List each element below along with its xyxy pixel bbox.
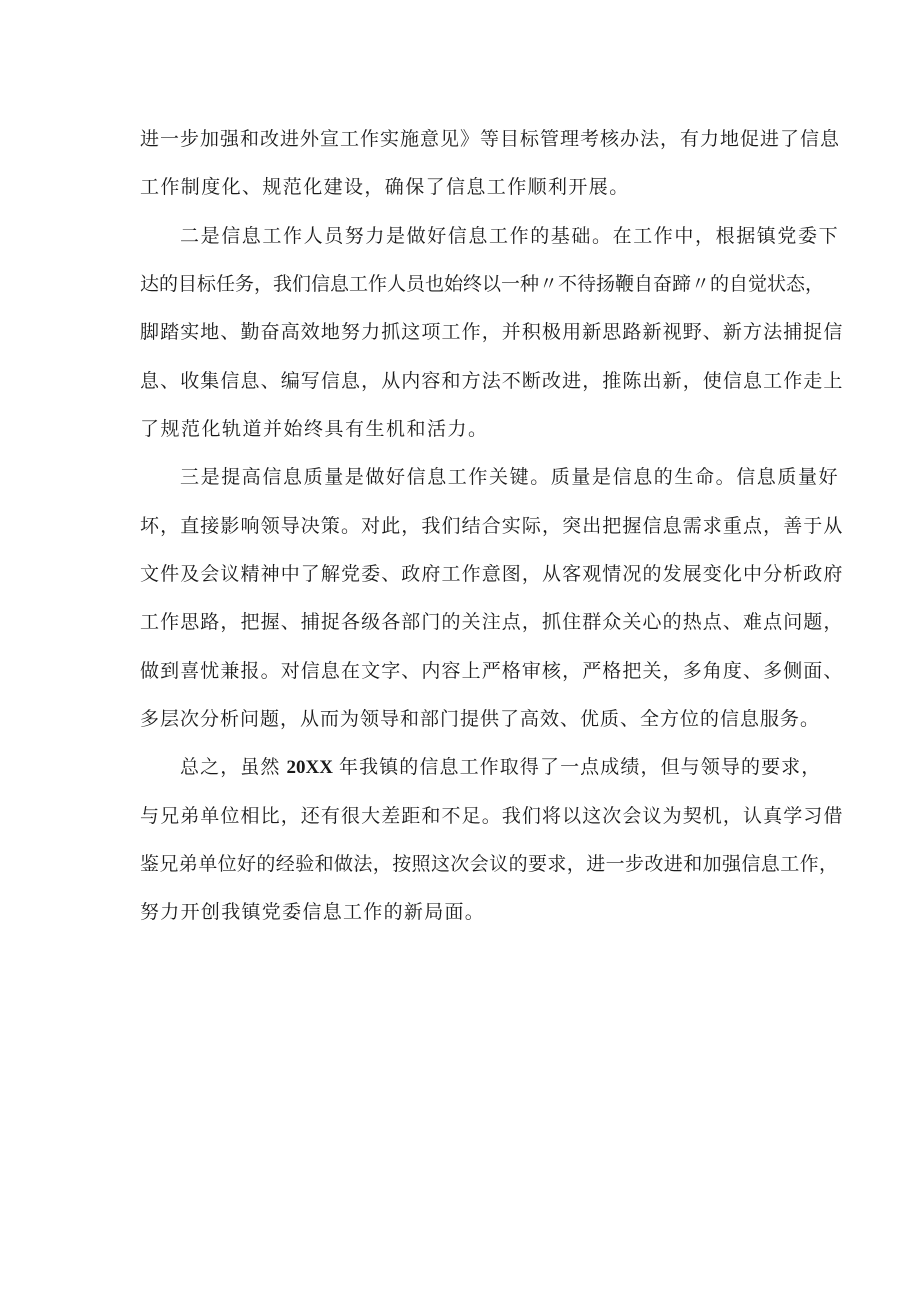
paragraph-start-line: 二是信息工作人员努力是做好信息工作的基础。在工作中，根据镇党委下 [180,225,840,247]
summary-prefix: 总之，虽然 [180,756,281,778]
text-line: 做到喜忧兼报。对信息在文字、内容上严格审核，严格把关，多角度、多侧面、 [140,660,844,682]
text-line: 脚踏实地、勤奋高效地努力抓这项工作，并积极用新思路新视野、新方法捕捉信 [140,321,844,343]
text-line: 工作制度化、规范化建设，确保了信息工作顺利开展。 [140,176,630,198]
text-line: 努力开创我镇党委信息工作的新局面。 [140,901,486,923]
text-line: 与兄弟单位相比，还有很大差距和不足。我们将以这次会议为契机，认真学习借 [140,805,844,827]
text-line: 文件及会议精神中了解党委、政府工作意图，从客观情况的发展变化中分析政府 [140,563,844,585]
paragraph-start-line: 三是提高信息质量是做好信息工作关键。质量是信息的生命。信息质量好 [180,466,840,488]
text-line: 达的目标任务，我们信息工作人员也始终以一种〃不待扬鞭自奋蹄〃的自觉状态， [140,273,825,295]
text-line: 息、收集信息、编写信息，从内容和方法不断改进，推陈出新，使信息工作走上 [140,370,844,392]
year-placeholder: 20XX [286,757,333,778]
text-line: 坏，直接影响领导决策。对此，我们结合实际，突出把握信息需求重点，善于从 [140,515,844,537]
text-line: 了规范化轨道并始终具有生机和活力。 [140,418,489,440]
text-line: 多层次分析问题，从而为领导和部门提供了高效、优质、全方位的信息服务。 [140,708,821,730]
paragraph-start-line [180,755,821,779]
text-line: 鉴兄弟单位好的经验和做法，按照这次会议的要求，进一步改进和加强信息工作， [140,853,839,875]
text-line: 工作思路，把握、捕捉各级各部门的关注点，抓住群众关心的热点、难点问题， [140,611,844,633]
summary-suffix: 年我镇的信息工作取得了一点成绩，但与领导的要求， [338,756,822,778]
text-line: 进一步加强和改进外宣工作实施意见》等目标管理考核办法，有力地促进了信息 [140,128,841,150]
